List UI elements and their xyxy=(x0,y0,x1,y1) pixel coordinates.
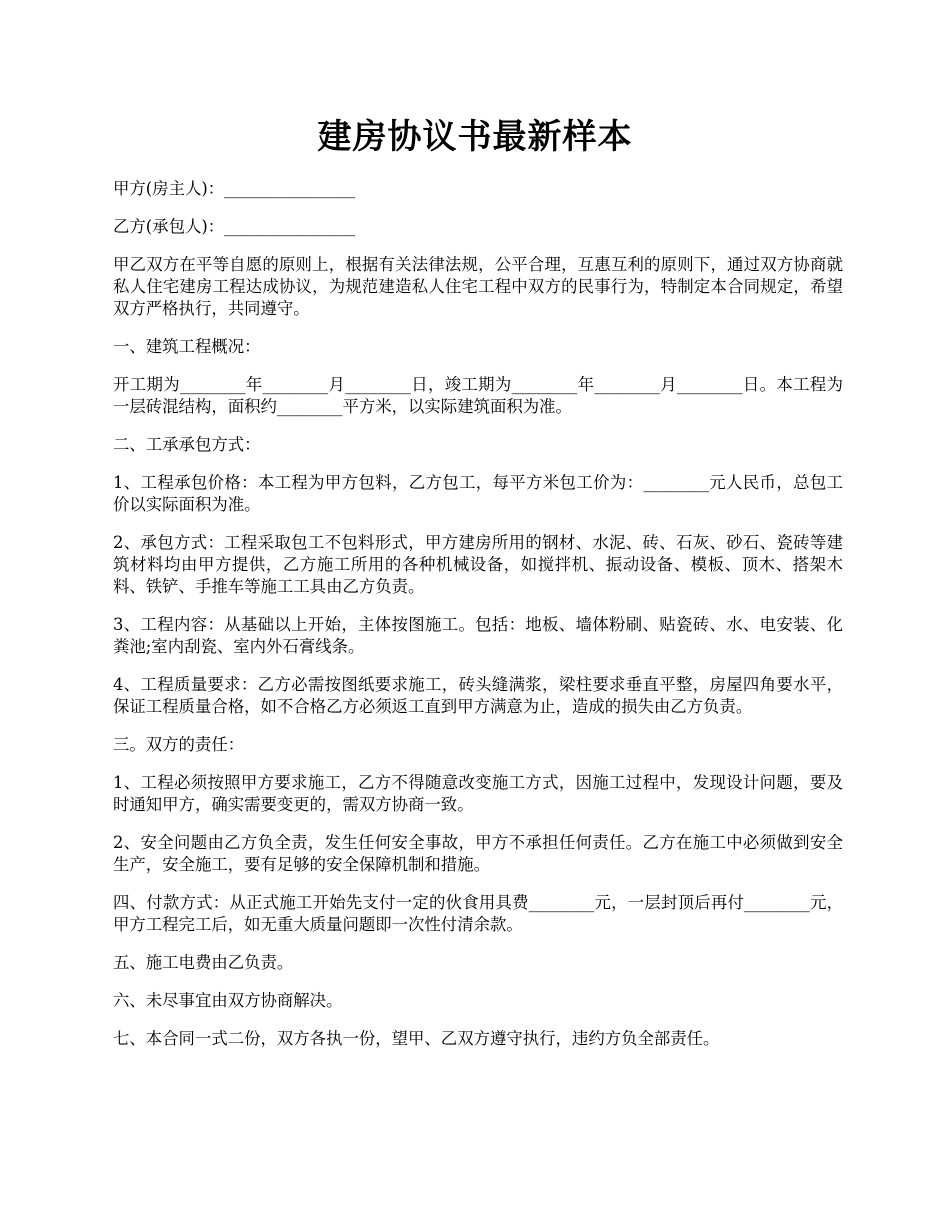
document-body xyxy=(113,178,843,1066)
clause-quality: 4、工程质量要求：乙方必需按图纸要求施工，砖头缝满浆，梁柱要求垂直平整，房屋四角要水平，保证工程质量合格，如不合格乙方必须返工直到甲方满意为止，造成的损失由乙方负责。 xyxy=(113,675,843,716)
clause-method: 2、承包方式：工程采取包工不包料形式，甲方建房所用的钢材、水泥、砖、石灰、砂石、瓷砖等建筑材料均由甲方提供，乙方施工所用的各种机械设备，如搅拌机、振动设备、模板、顶木、搭架木料、铁铲、手推车等施工工具由乙方负责。 xyxy=(113,533,843,596)
intro-paragraph: 甲乙双方在平等自愿的原则上，根据有关法律法规，公平合理，互惠互利的原则下，通过双方协商就私人住宅建房工程达成协议，为规范建造私人住宅工程中双方的民事行为，特制定本合同规定，希望双方严格执行，共同遵守。 xyxy=(113,255,843,318)
clause-responsibility-2: 2、安全问题由乙方负全责，发生任何安全事故，甲方不承担任何责任。乙方在施工中必须做到安全生产，安全施工，要有足够的安全保障机制和措施。 xyxy=(113,833,843,874)
clause-other-matters: 六、未尽事宜由双方协商解决。 xyxy=(113,991,343,1010)
clause-electricity: 五、施工电费由乙负责。 xyxy=(113,953,294,972)
section-heading-3: 三。双方的责任： xyxy=(113,735,245,754)
clause-payment: 四、付款方式：从正式施工开始先支付一定的伙食用具费________元，一层封顶后再付________元，甲方工程完工后，如无重大质量问题即一次性付清余款。 xyxy=(113,893,843,934)
clause-price: 1、工程承包价格：本工程为甲方包料，乙方包工，每平方米包工价为：________元人民币，总包工价以实际面积为准。 xyxy=(113,473,843,514)
clause-responsibility-1: 1、工程必须按照甲方要求施工，乙方不得随意改变施工方式，因施工过程中，发现设计问题，要及时通知甲方，确实需要变更的，需双方协商一致。 xyxy=(113,773,843,814)
party-a-line: 甲方(房主人)：________________ xyxy=(113,179,356,198)
section-heading-1: 一、建筑工程概况： xyxy=(113,337,261,356)
section-heading-2: 二、工承承包方式： xyxy=(113,435,261,454)
clause-content: 3、工程内容：从基础以上开始，主体按图施工。包括：地板、墙体粉刷、贴瓷砖、水、电安装、化粪池;室内刮瓷、室内外石膏线条。 xyxy=(113,615,843,656)
party-b-line: 乙方(承包人)：________________ xyxy=(113,217,356,236)
clause-copies: 七、本合同一式二份，双方各执一份，望甲、乙双方遵守执行，违约方负全部责任。 xyxy=(113,1029,720,1048)
schedule-paragraph: 开工期为________年________月________日，竣工期为________年________月________日。本工程为一层砖混结构，面积约________平方米，以实际建筑面积为准。 xyxy=(113,375,843,416)
document-title: 建房协议书最新样本 xyxy=(317,117,633,157)
